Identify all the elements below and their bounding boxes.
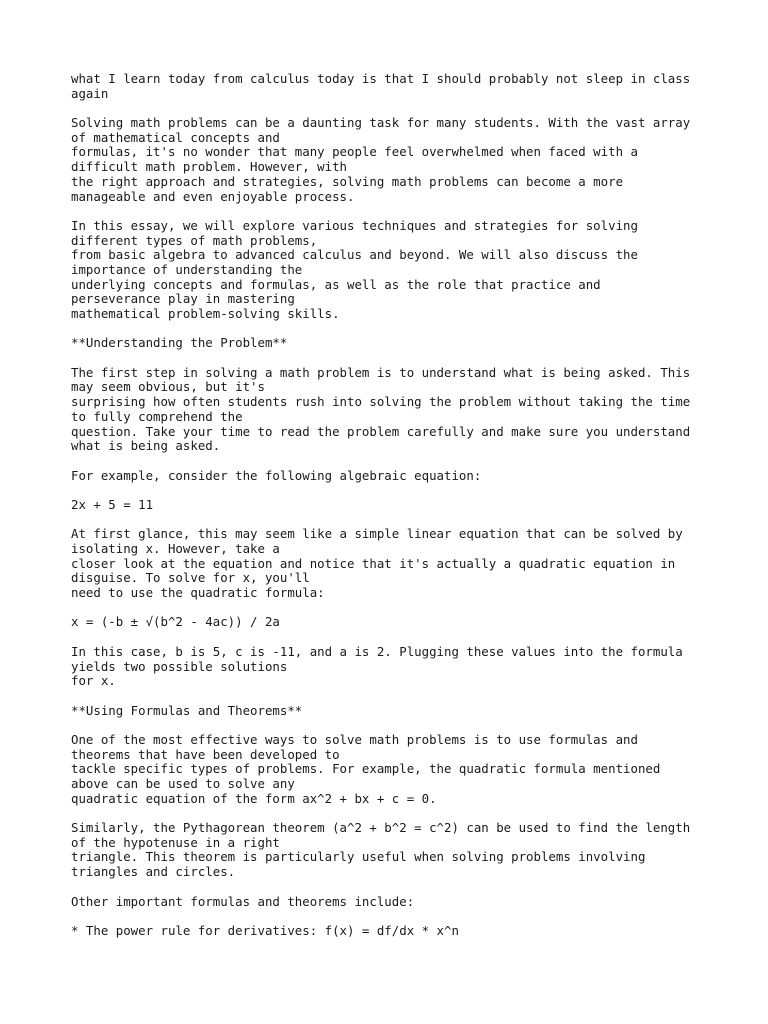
text-line: theorems that have been developed to [71,746,340,762]
text-line: the right approach and strategies, solving math problems can become a more [71,173,624,189]
paragraph-introduction [71,116,731,204]
text-line: tackle specific types of problems. For example, the quadratic formula mentioned [71,761,661,777]
text-line: In this case, b is 5, c is -11, and a is 2. Plugging these values into the formula [71,643,683,659]
text-line: quadratic equation of the form ax^2 + bx + c = 0. [71,790,437,806]
text-line: formulas, it's no wonder that many people feel overwhelmed when faced with a [71,144,638,160]
text-line: Other important formulas and theorems include: [71,893,415,909]
text-line: again [71,85,109,101]
section-heading-understanding [71,336,731,351]
text-line: The first step in solving a math problem is to understand what is being asked. This [71,364,691,380]
text-line: need to use the quadratic formula: [71,585,325,601]
text-line: triangle. This theorem is particularly useful when solving problems involving [71,849,646,865]
text-line: **Understanding the Problem** [71,335,288,351]
text-line: One of the most effective ways to solve math problems is to use formulas and [71,731,638,747]
text-line: difficult math problem. However, with [71,159,348,175]
equation-linear [71,498,731,513]
paragraph-formulas [71,733,731,806]
section-heading-formulas [71,704,731,719]
text-line: surprising how often students rush into solving the problem without taking the time [71,394,691,410]
text-line: yields two possible solutions [71,658,288,674]
equation-quadratic-formula [71,615,731,630]
text-line: question. Take your time to read the problem carefully and make sure you understand [71,423,691,439]
paragraph-essay-overview [71,219,731,322]
text-line: 2x + 5 = 11 [71,496,154,512]
paragraph-understanding [71,366,731,454]
text-line: triangles and circles. [71,864,236,880]
document-body [71,72,731,953]
paragraph-other-formulas [71,895,731,910]
text-line: underlying concepts and formulas, as well as the role that practice and [71,276,601,292]
text-line: may seem obvious, but it's [71,379,265,395]
paragraph-first-glance [71,527,731,600]
text-line: x = (-b ± √(b^2 - 4ac)) / 2a [71,614,280,630]
text-line: manageable and even enjoyable process. [71,188,355,204]
text-line: from basic algebra to advanced calculus and beyond. We will also discuss the [71,247,638,263]
text-line: of the hypotenuse in a right [71,834,280,850]
paragraph-example-intro [71,469,731,484]
text-line: for x. [71,673,116,689]
text-line: what I learn today from calculus today is that I should probably not sleep in class [71,71,691,86]
text-line: perseverance play in mastering [71,291,295,307]
text-line: different types of math problems, [71,232,318,248]
text-line: what is being asked. [71,438,221,454]
text-line: mathematical problem-solving skills. [71,306,340,321]
text-line: In this essay, we will explore various techniques and strategies for solving [71,217,638,233]
paragraph-this-case [71,645,731,689]
text-line: * The power rule for derivatives: f(x) = df/dx * x^n [71,922,459,938]
text-line: disguise. To solve for x, you'll [71,570,310,586]
list-item-power-rule [71,924,731,939]
text-line: closer look at the equation and notice that it's actually a quadratic equation in [71,555,676,571]
text-line: Solving math problems can be a daunting task for many students. With the vast array [71,115,691,131]
text-line: For example, consider the following algebraic equation: [71,467,482,483]
text-line: **Using Formulas and Theorems** [71,702,303,718]
text-line: to fully comprehend the [71,408,243,424]
text-line: importance of understanding the [71,261,303,277]
paragraph-intro-note [71,72,731,101]
text-line: At first glance, this may seem like a simple linear equation that can be solved by [71,526,683,542]
text-line: of mathematical concepts and [71,129,280,145]
text-line: above can be used to solve any [71,776,295,791]
text-line: isolating x. However, take a [71,541,280,556]
text-line: Similarly, the Pythagorean theorem (a^2 + b^2 = c^2) can be used to find the length [71,820,691,836]
paragraph-pythagorean [71,821,731,880]
